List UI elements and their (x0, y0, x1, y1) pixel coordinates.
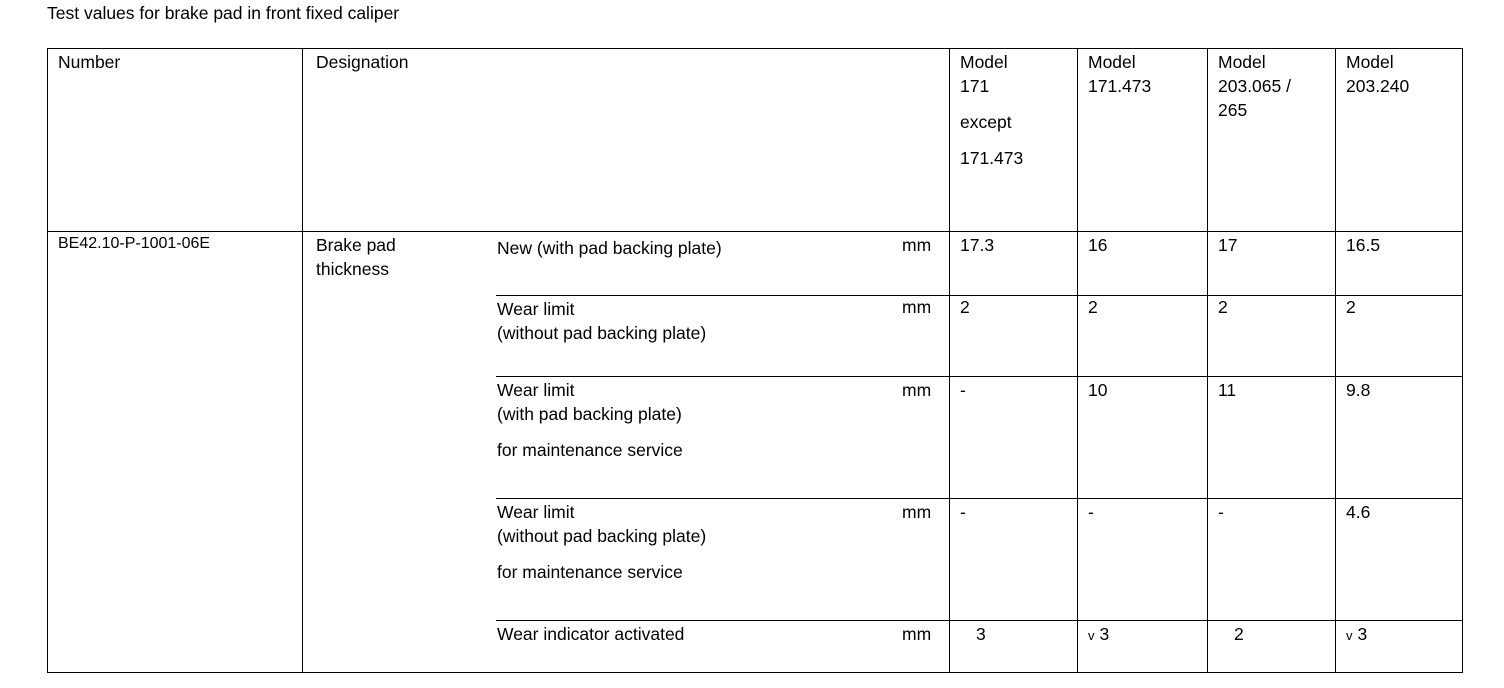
table-border-top (47, 48, 1463, 49)
value-cell: 2 (1218, 297, 1228, 317)
value-cell: - (1088, 502, 1094, 522)
value-cell: - (1218, 502, 1224, 522)
header-designation: Designation (316, 52, 409, 72)
subrow-unit: mm (902, 502, 932, 522)
value-cell: 2 (1234, 624, 1244, 644)
value-cell: 17.3 (960, 235, 995, 255)
subrow-unit: mm (902, 624, 932, 644)
value-cell: 4.6 (1346, 502, 1371, 522)
header-model-203240: Model 203.240 (1346, 52, 1410, 96)
value-cell: 2 (1346, 297, 1356, 317)
table-border-left (47, 48, 48, 673)
subrow-unit: mm (902, 235, 932, 255)
v-mark-icon: v (1346, 628, 1353, 643)
value-cell: 2 (960, 297, 970, 317)
header-model-171: Model 171 except 171.473 (960, 52, 1024, 168)
column-divider (1077, 48, 1078, 673)
header-divider (47, 231, 1463, 232)
row-designation: Brake pad thickness (316, 235, 396, 279)
column-divider (302, 48, 303, 673)
column-divider (949, 48, 950, 673)
value-cell: 10 (1088, 380, 1108, 400)
value-cell: 16.5 (1346, 235, 1381, 255)
v-mark-icon: v (1088, 628, 1095, 643)
value-cell: 16 (1088, 235, 1108, 255)
value-cell: - (960, 502, 966, 522)
value-cell: 3 (976, 624, 986, 644)
column-divider (1335, 48, 1336, 673)
value-cell: 2 (1088, 297, 1098, 317)
header-model-203065: Model 203.065 / 265 (1218, 52, 1291, 120)
subrow-desc: Wear limit (with pad backing plate) for maintenance service (497, 380, 683, 460)
value-cell-with-mark: v 3 (1088, 624, 1110, 644)
subrow-unit: mm (902, 297, 932, 317)
header-model-171473: Model 171.473 (1088, 52, 1152, 96)
subrow-desc: Wear indicator activated (497, 624, 685, 644)
row-divider (496, 620, 1463, 621)
subrow-desc: Wear limit (without pad backing plate) for maintenance service (497, 502, 707, 582)
subrow-unit: mm (902, 380, 932, 400)
value-cell-with-mark: v 3 (1346, 624, 1368, 644)
row-divider (496, 376, 1463, 377)
row-divider (496, 295, 1463, 296)
value-cell: 9.8 (1346, 380, 1371, 400)
table-border-right (1462, 48, 1463, 673)
value-cell: 11 (1218, 380, 1237, 400)
table-caption: Test values for brake pad in front fixed caliper (47, 3, 400, 23)
row-divider (496, 498, 1463, 499)
subrow-desc: Wear limit (without pad backing plate) (497, 299, 707, 343)
header-number: Number (58, 52, 121, 72)
row-number: BE42.10-P-1001-06E (58, 235, 211, 252)
value-cell: 17 (1218, 235, 1238, 255)
value-cell: - (960, 380, 966, 400)
subrow-desc: New (with pad backing plate) (497, 238, 722, 258)
column-divider (1207, 48, 1208, 673)
table-border-bottom (47, 672, 1463, 673)
